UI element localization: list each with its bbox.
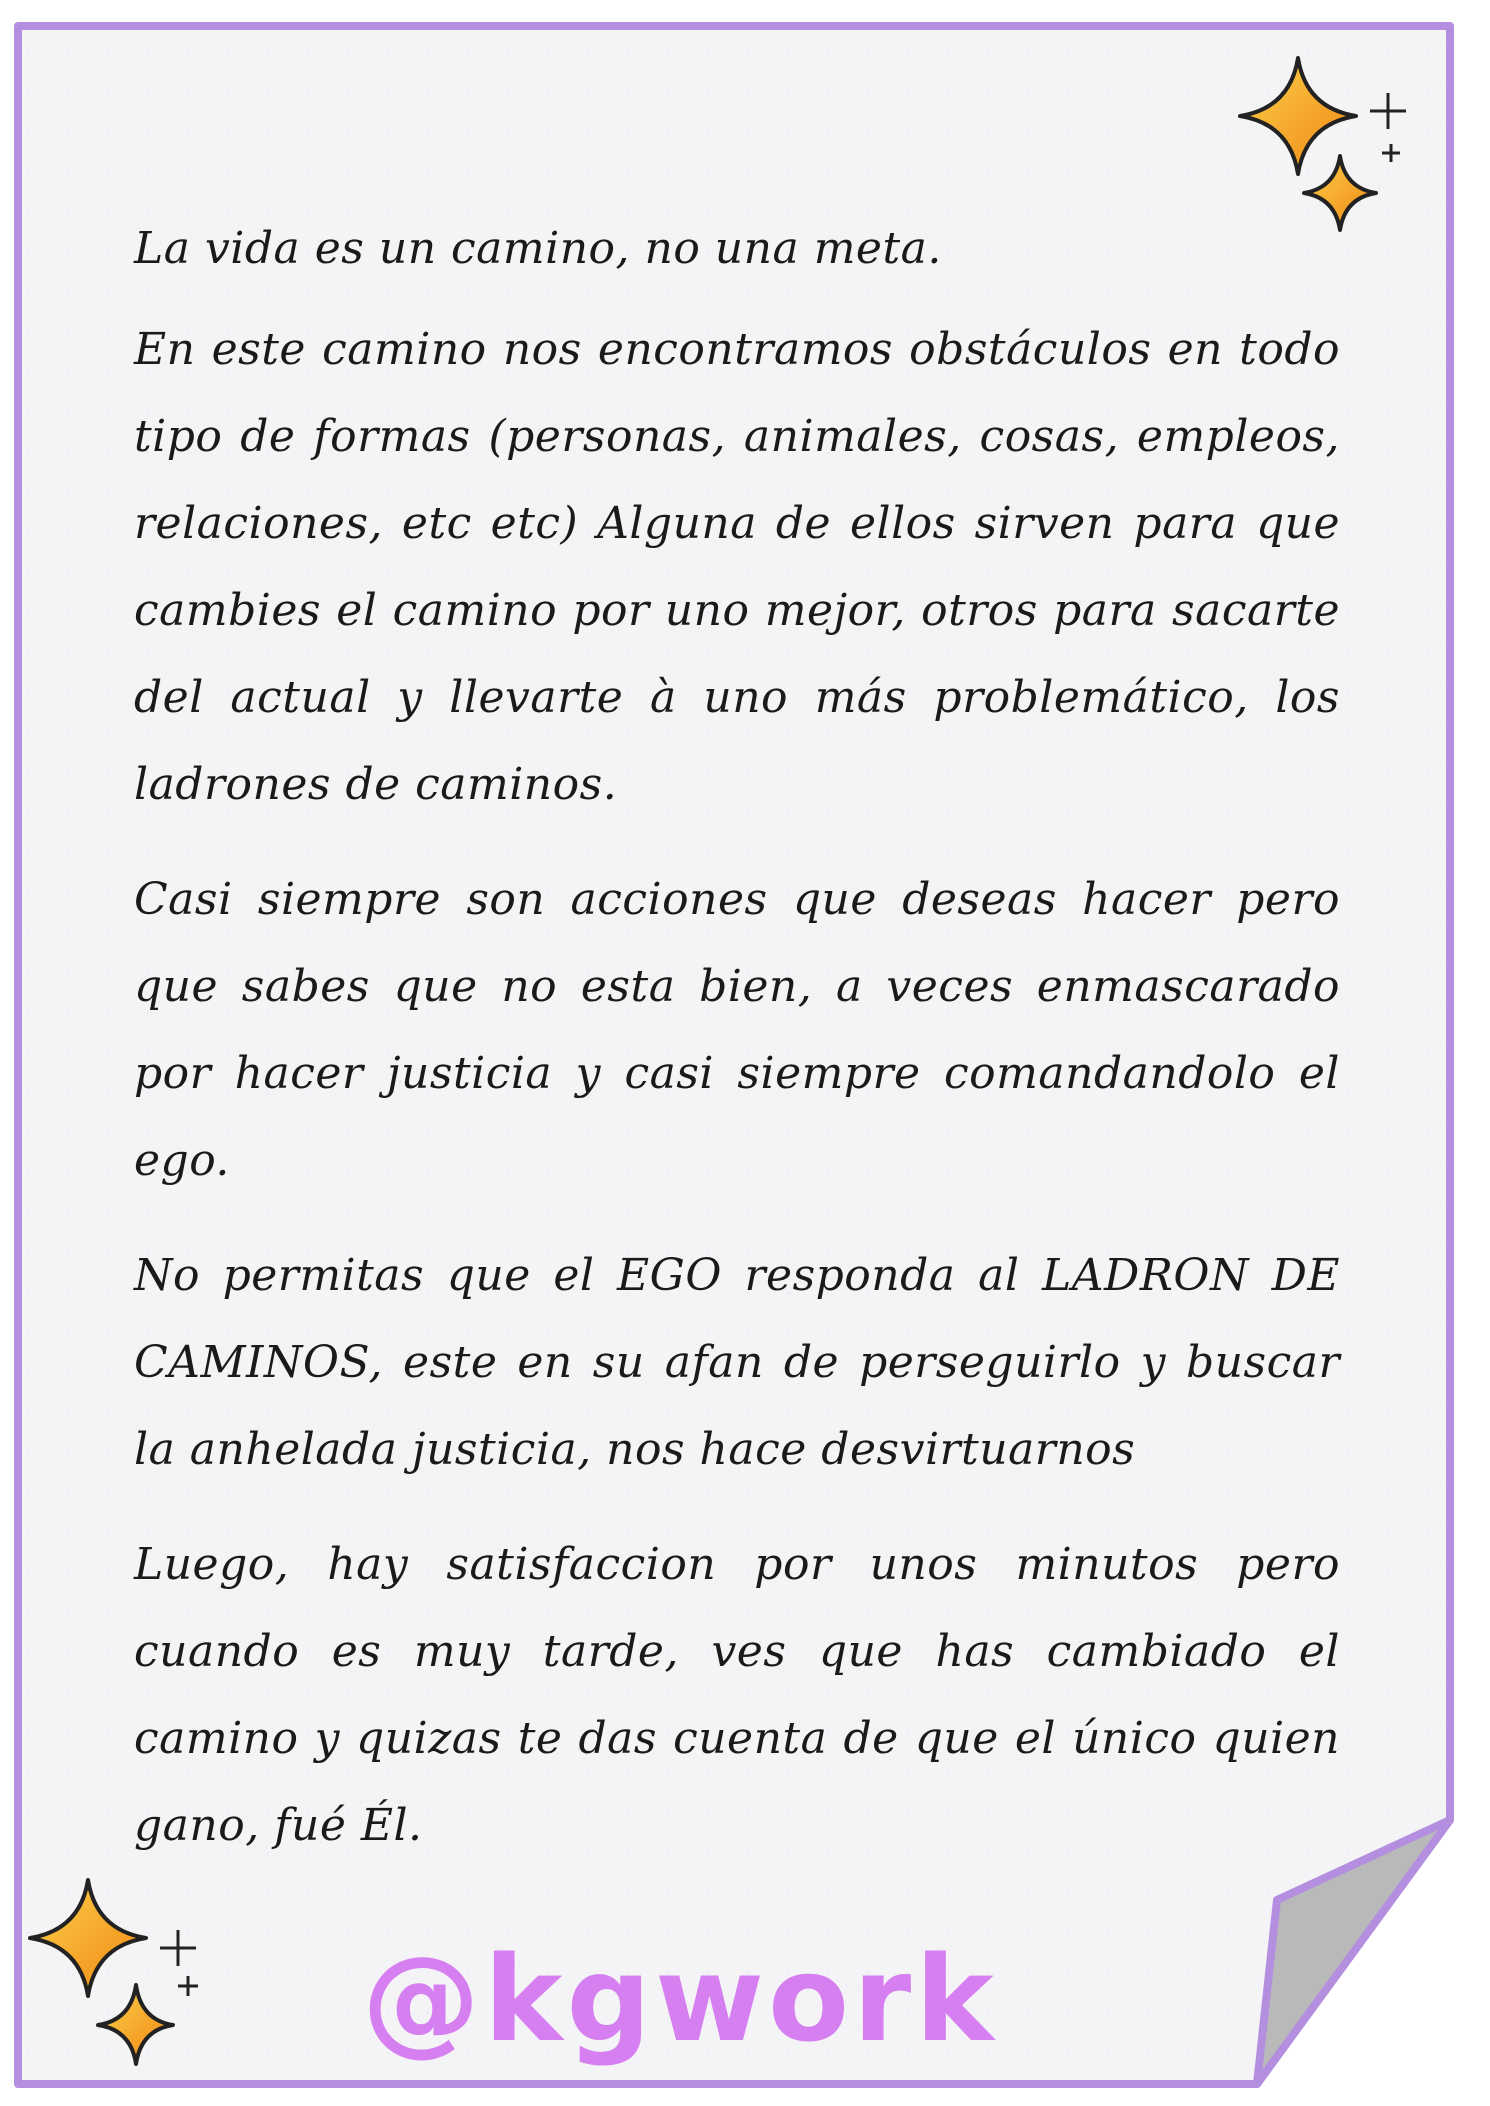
paper-sheet [12, 20, 1462, 2090]
paragraph-2: En este camino nos encontramos obstáculos en todo tipo de formas (personas, animales, cosas, empleos, relaciones, etc etc) Alguna de ellos sirven para que cambies el camino por uno mejor, otros para sacarte del actual y llevarte à uno más problemático, los ladrones de caminos. [134, 324, 1340, 810]
paragraph-4: No permitas que el EGO responda al LADRON DE CAMINOS, este en su afan de perseguirlo y buscar la anhelada justicia, nos hace desvirtuarnos [134, 1250, 1340, 1475]
small-star [1304, 156, 1376, 230]
paragraph-5: Luego, hay satisfaccion por unos minutos pero cuando es muy tarde, ves que has cambiado el camino y quizas te das cuenta de que el único quien gano, fué Él. [134, 1539, 1340, 1851]
paragraph-1: La vida es un camino, no una meta. [134, 223, 942, 274]
large-star [30, 1880, 146, 1996]
plus-large [160, 1930, 196, 1966]
plus-large [1370, 93, 1406, 129]
watermark: @kgwork [362, 1930, 998, 2068]
letter-body [134, 205, 1340, 1897]
paragraph-3: Casi siempre son acciones que deseas hacer pero que sabes que no esta bien, a veces enmascarado por hacer justicia y casi siempre comandandolo el ego. [134, 874, 1340, 1186]
plus-small [178, 1976, 198, 1996]
small-star [98, 1985, 173, 2064]
sparkles-icon [18, 1860, 228, 2070]
sparkles-icon [1228, 38, 1418, 248]
plus-small [1382, 144, 1400, 162]
